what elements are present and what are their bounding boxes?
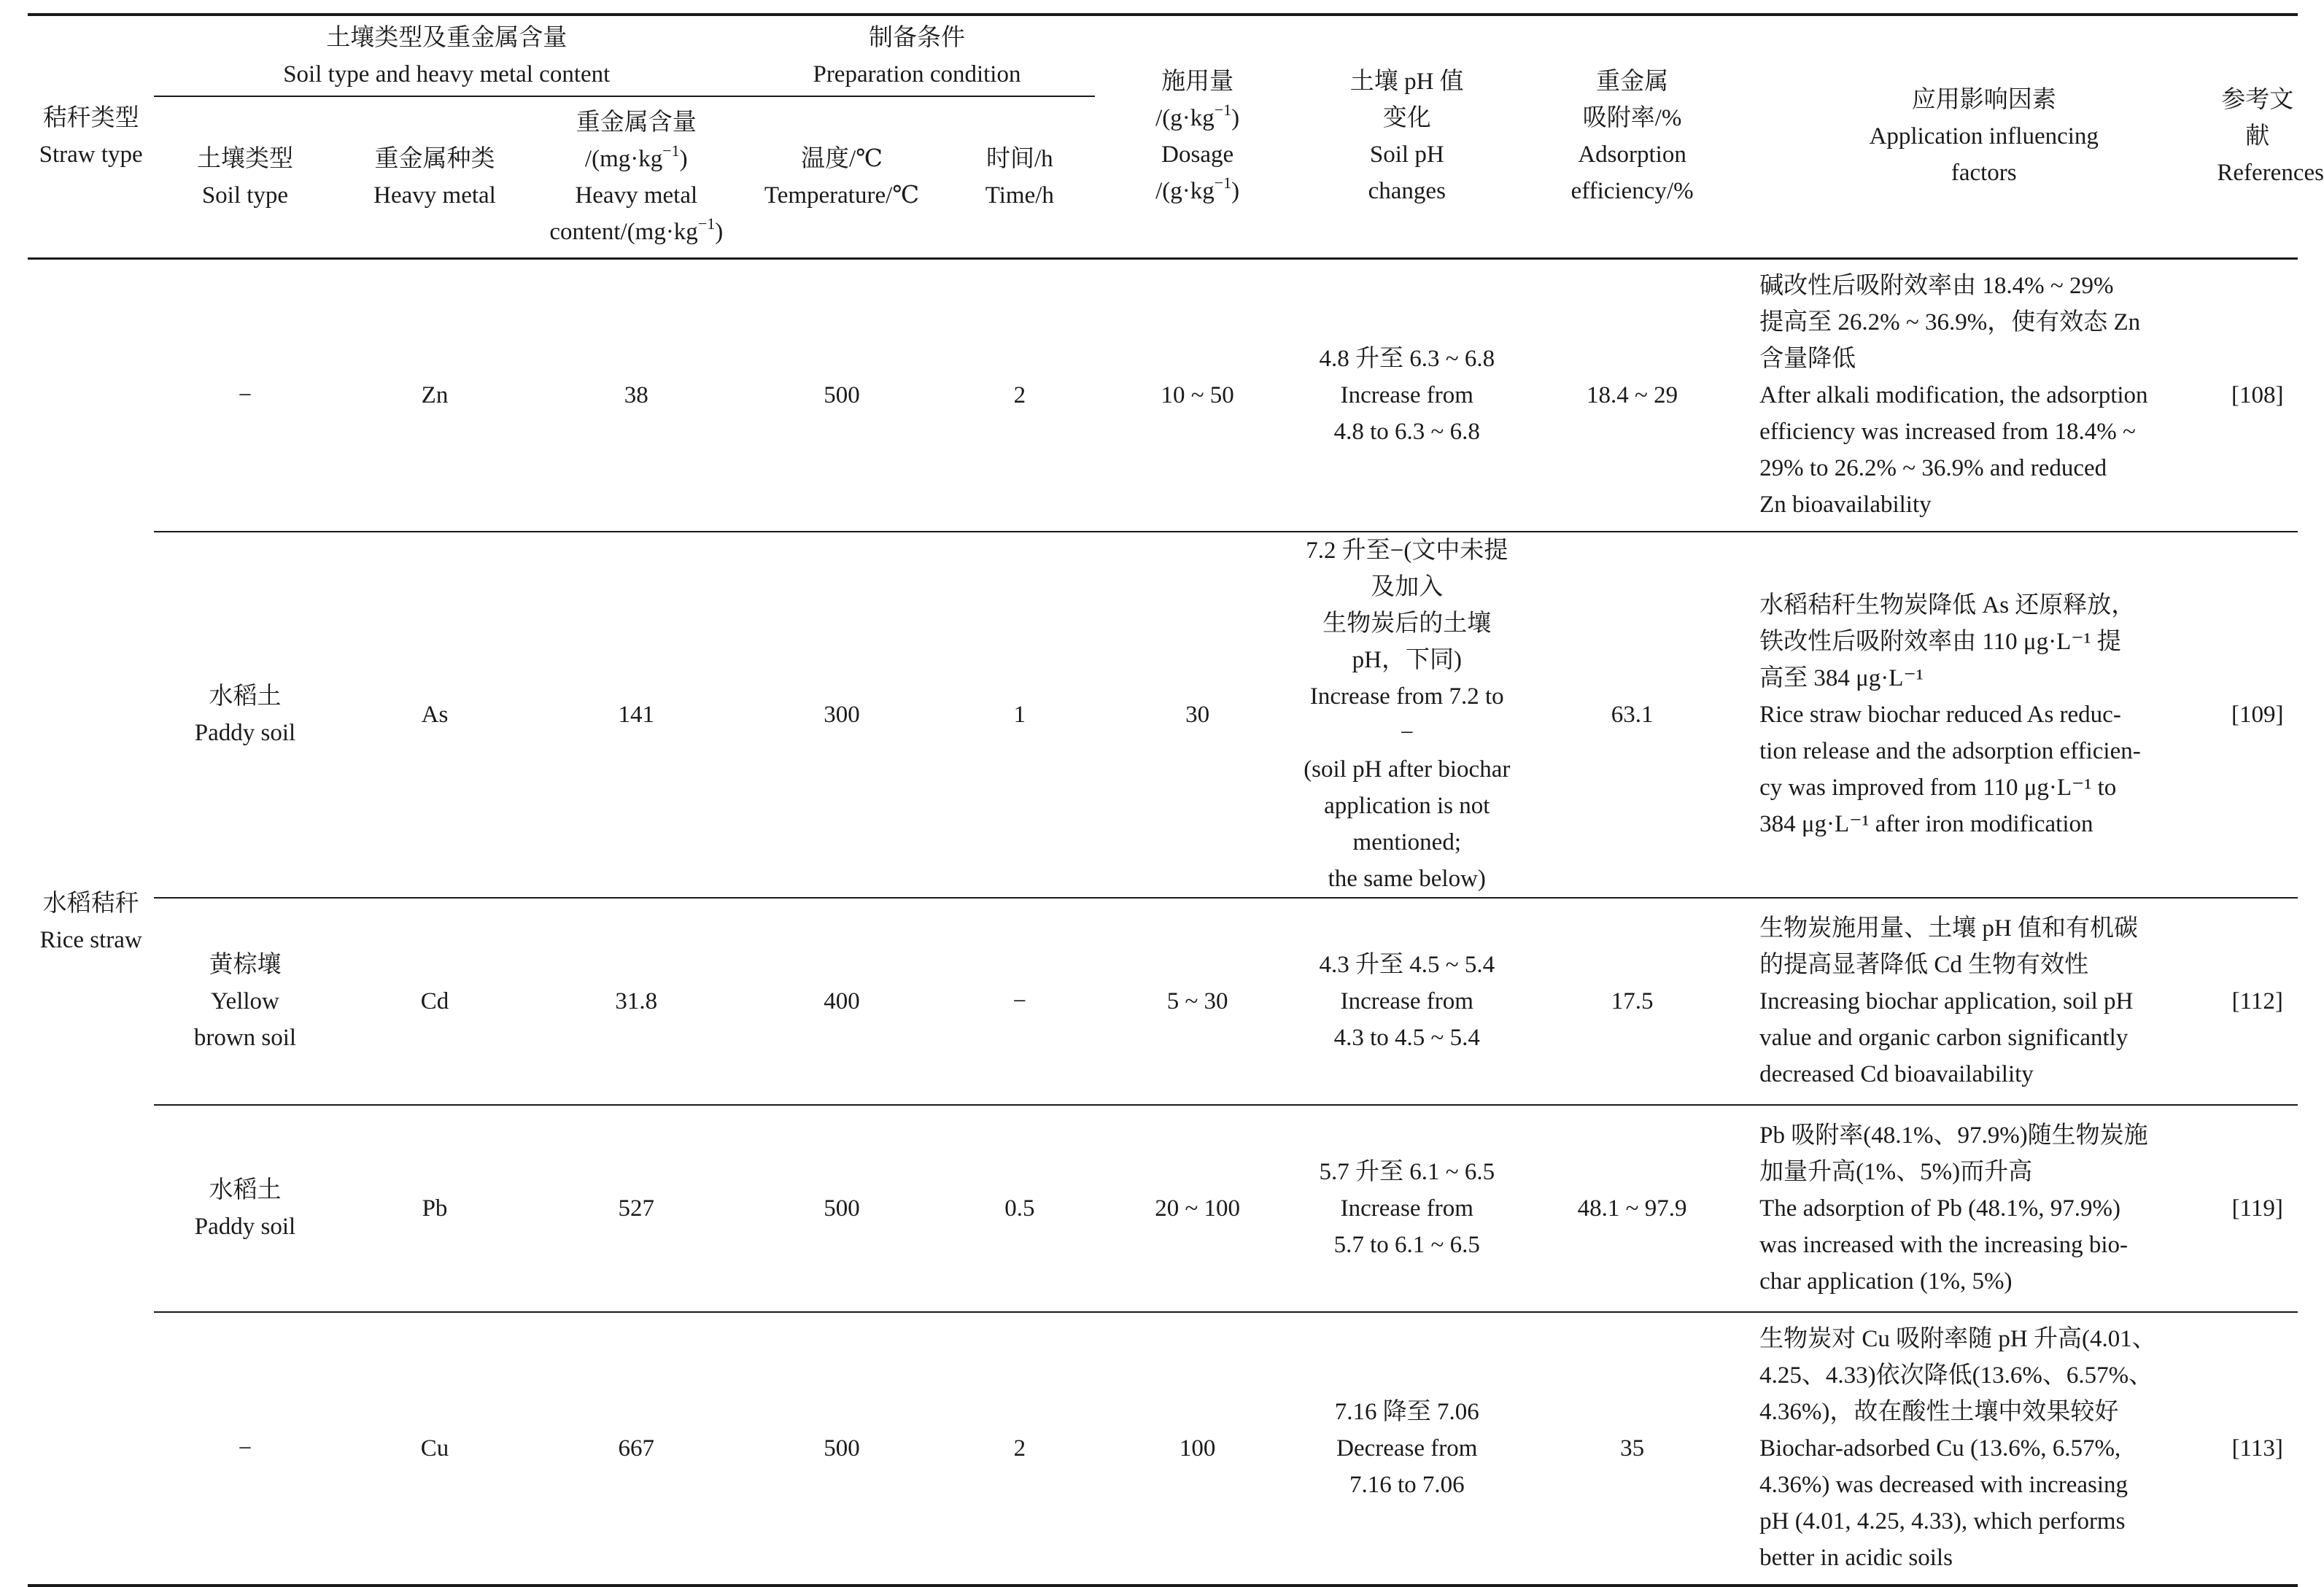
- table-row: [28, 1312, 2298, 1586]
- dosage-cell: 30: [1095, 532, 1301, 898]
- straw-type-cell: 水稻秸秆 Rice straw: [28, 258, 154, 1586]
- dosage-cell: 20 ~ 100: [1095, 1105, 1301, 1312]
- metal-content-cell: 527: [533, 1105, 739, 1312]
- metal-content-cell: 31.8: [533, 898, 739, 1105]
- factors-cell: 生物炭施用量、土壤 pH 值和有机碳 的提高显著降低 Cd 生物有效性 Increasing biochar application, soil pH value and organic carbon significantly decreased Cd bioavailability: [1751, 898, 2217, 1105]
- reference-cell: [108]: [2217, 258, 2298, 532]
- data-table: [28, 13, 2324, 1587]
- time-cell: 1: [945, 532, 1095, 898]
- col-temperature: 温度/℃ Temperature/℃: [764, 145, 920, 209]
- heavy-metal-cell: Cd: [336, 898, 534, 1105]
- reference-cell: [119]: [2217, 1105, 2298, 1312]
- col-group-prep: 制备条件 Preparation condition: [739, 15, 1095, 96]
- heavy-metal-cell: Pb: [336, 1105, 534, 1312]
- metal-content-cell: 667: [533, 1312, 739, 1586]
- factors-cell: Pb 吸附率(48.1%、97.9%)随生物炭施 加量升高(1%、5%)而升高 The adsorption of Pb (48.1%, 97.9%) was increased with the increasing bio- char application (1%, 5%): [1751, 1105, 2217, 1312]
- soil-type-cell: 水稻土 Paddy soil: [154, 1105, 336, 1312]
- col-soil-type: 土壤类型 Soil type: [196, 145, 293, 209]
- soil-type-cell: −: [154, 1312, 336, 1586]
- temperature-cell: 400: [739, 898, 945, 1105]
- temperature-cell: 500: [739, 258, 945, 532]
- col-dosage: 施用量 $/(g\cdot kg^{-1})$ Dosage $/(g\cdot kg^{-1})$: [1095, 15, 1301, 258]
- reference-cell: [109]: [2217, 532, 2298, 898]
- col-ph: 土壤 pH 值 变化 Soil pH changes: [1301, 15, 1514, 258]
- adsorption-cell: 18.4 ~ 29: [1514, 258, 1751, 532]
- factors-cell: 生物炭对 Cu 吸附率随 pH 升高(4.01、 4.25、4.33)依次降低(13.6%、6.57%、 4.36%)，故在酸性土壤中效果较好 Biochar-adsorbed Cu (13.6%, 6.57%, 4.36%) was decreased with increasing pH (4.01, 4.25, 4.33), which performs better in acidic soils: [1751, 1312, 2217, 1586]
- time-cell: 0.5: [945, 1105, 1095, 1312]
- table-row: [28, 258, 2298, 532]
- soil-type-cell: −: [154, 258, 336, 532]
- heavy-metal-cell: As: [336, 532, 534, 898]
- ph-cell: 5.7 升至 6.1 ~ 6.5 Increase from 5.7 to 6.1 ~ 6.5: [1301, 1105, 1514, 1312]
- col-group-soil: 土壤类型及重金属含量 Soil type and heavy metal content: [154, 15, 739, 96]
- col-time: 时间/h Time/h: [985, 145, 1054, 209]
- factors-cell: 水稻秸秆生物炭降低 As 还原释放， 铁改性后吸附效率由 110 μg·L⁻¹ 提 高至 384 μg·L⁻¹ Rice straw biochar reduced As reduc- tion release and the adsorption efficien- cy was improved from 110 μg·L⁻¹ to 384 μg·L⁻¹ after iron modification: [1751, 532, 2217, 898]
- temperature-cell: 300: [739, 532, 945, 898]
- adsorption-cell: 48.1 ~ 97.9: [1514, 1105, 1751, 1312]
- time-cell: −: [945, 898, 1095, 1105]
- reference-cell: [112]: [2217, 898, 2298, 1105]
- temperature-cell: 500: [739, 1105, 945, 1312]
- metal-content-cell: 38: [533, 258, 739, 532]
- table-row: [28, 898, 2298, 1105]
- time-cell: 2: [945, 258, 1095, 532]
- ph-cell: 4.8 升至 6.3 ~ 6.8 Increase from 4.8 to 6.3 ~ 6.8: [1301, 258, 1514, 532]
- adsorption-cell: 17.5: [1514, 898, 1751, 1105]
- dosage-cell: 5 ~ 30: [1095, 898, 1301, 1105]
- ph-cell: 7.2 升至−(文中未提及加入 生物炭后的土壤 pH，下同) Increase from 7.2 to − (soil pH after biochar application is not mentioned; the same below): [1301, 532, 1514, 898]
- soil-type-cell: 黄棕壤 Yellow brown soil: [154, 898, 336, 1105]
- table-row: [28, 532, 2298, 898]
- col-adsorption: 重金属 吸附率/% Adsorption efficiency/%: [1514, 15, 1751, 258]
- ph-cell: 4.3 升至 4.5 ~ 5.4 Increase from 4.3 to 4.5 ~ 5.4: [1301, 898, 1514, 1105]
- header-row-1: [28, 15, 2298, 96]
- col-references: 参考文献 References: [2217, 15, 2298, 258]
- table-row: [28, 1105, 2298, 1312]
- col-metal-content: 重金属含量 $/(mg\cdot kg^{-1})$ Heavy metal content/$(mg\cdot kg^{-1})$: [549, 109, 724, 245]
- soil-type-cell: 水稻土 Paddy soil: [154, 532, 336, 898]
- col-factors: 应用影响因素 Application influencing factors: [1751, 15, 2217, 258]
- factors-cell: 碱改性后吸附效率由 18.4% ~ 29% 提高至 26.2% ~ 36.9%，使有效态 Zn 含量降低 After alkali modification, the adsorption efficiency was increased from 18.4% ~ 29% to 26.2% ~ 36.9% and reduced Zn bioavailability: [1751, 258, 2217, 532]
- adsorption-cell: 63.1: [1514, 532, 1751, 898]
- time-cell: 2: [945, 1312, 1095, 1586]
- dosage-cell: 100: [1095, 1312, 1301, 1586]
- heavy-metal-cell: Zn: [336, 258, 534, 532]
- col-heavy-metal: 重金属种类 Heavy metal: [373, 145, 496, 209]
- heavy-metal-cell: Cu: [336, 1312, 534, 1586]
- reference-cell: [113]: [2217, 1312, 2298, 1586]
- temperature-cell: 500: [739, 1312, 945, 1586]
- ph-cell: 7.16 降至 7.06 Decrease from 7.16 to 7.06: [1301, 1312, 1514, 1586]
- dosage-cell: 10 ~ 50: [1095, 258, 1301, 532]
- col-straw-type: 秸秆类型 Straw type: [28, 15, 154, 258]
- adsorption-cell: 35: [1514, 1312, 1751, 1586]
- metal-content-cell: 141: [533, 532, 739, 898]
